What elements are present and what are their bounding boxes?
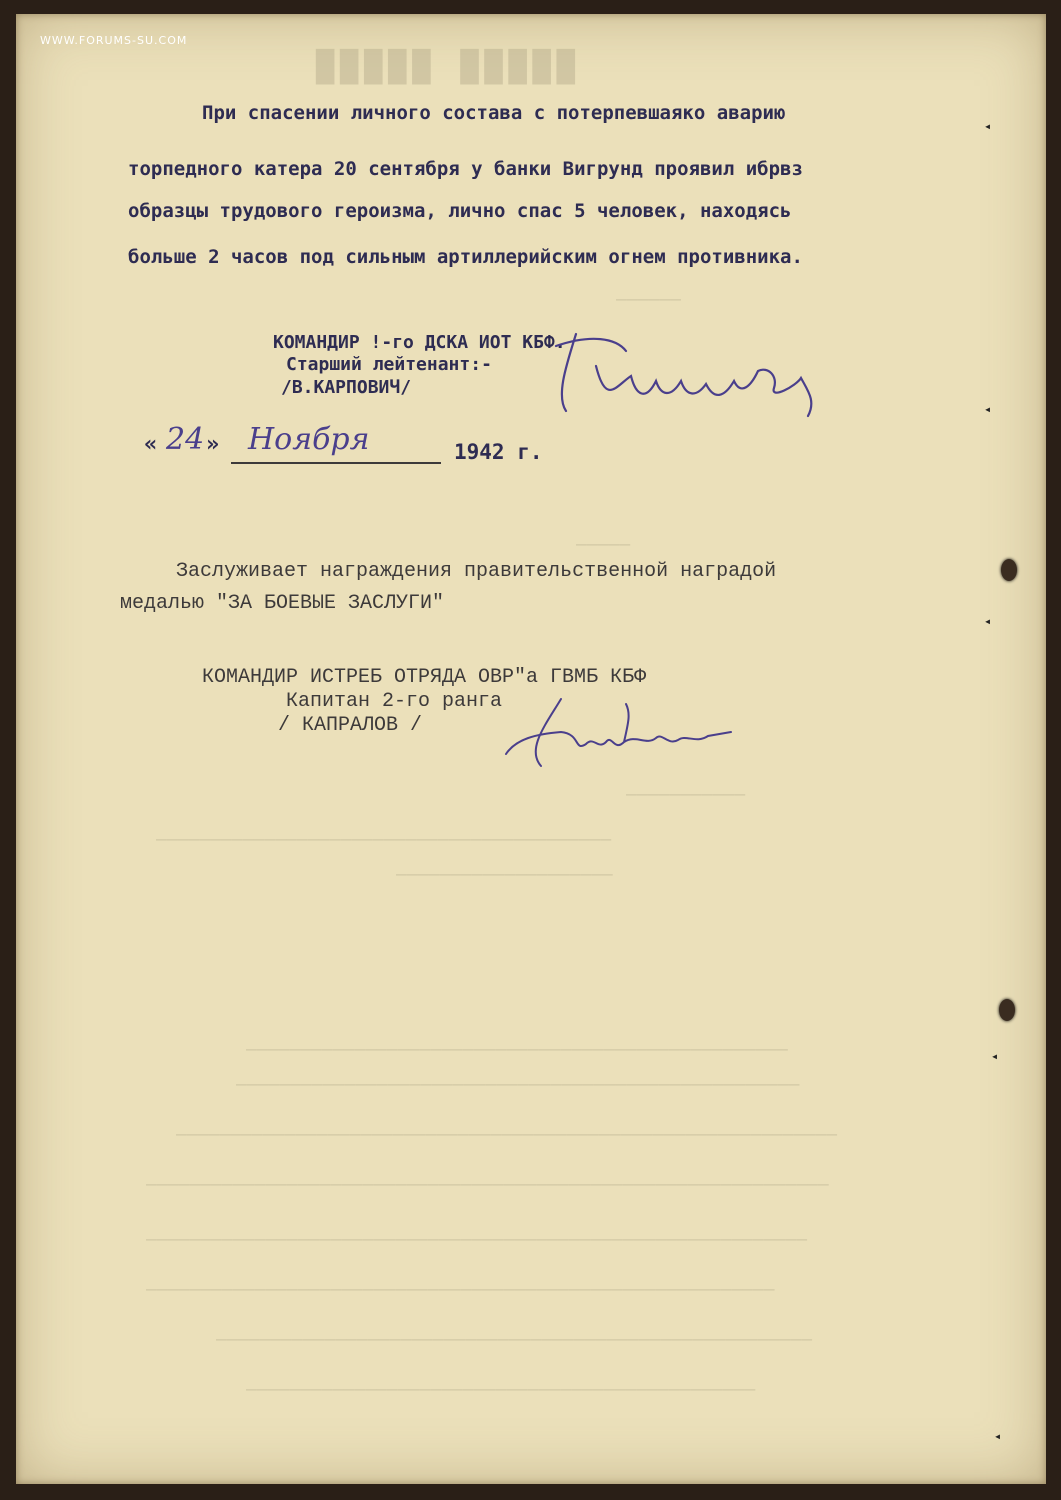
- citation-line: торпедного катера 20 сентября у банки Вигрунд проявил ибрвз: [128, 158, 803, 180]
- edge-mark: ◂: [984, 614, 992, 628]
- document-page: █████ █████ –––––– ––––– ––––––––––– –––––––––––––––––––––––––––––––––––––––––– –––––––––––––––––––– –––––––––––––––––––––––––––––––––––––––––––––––––– –––––––––––––––––––––––––––––––––––––––––––––––––––– ––––––––––––––––––––––––––––––––––––––––––––––––––––––––––––– ––––––––––––––––––––––––––––––––––––––––––––––––––––––––––––––– ––––––––––––––––––––––––––––––––––––––––––––––––––––––––––––– –––––––––––––––––––––––––––––––––––––––––––––––––––––––––– ––––––––––––––––––––––––––––––––––––––––––––––––––––––– ––––––––––––––––––––––––––––––––––––––––––––––– ◂ ◂ ◂ ◂ ◂ При спасении личного состава с потерпевшаяко аварию торпедного катера 20 сентября у банки Вигрунд проявил ибрвз образцы трудового героизма, лично спас 5 человек, находясь больше 2 часов под сильным артиллерийским огнем противника. КОМАНДИР !-го ДСКА ИОТ КБФ. Старший лейтенант:- /В.КАРПОВИЧ/ « 24 » Ноября 1942 г. Заслуживает награждения правительственной наградой медалью "ЗА БОЕВЫЕ ЗАСЛУГИ" КОМАНДИР ИСТРЕБ ОТРЯДА ОВР"а ГВМБ КБФ Капитан 2-го ранга / КАПРАЛОВ /: [16, 14, 1046, 1484]
- signer-rank: Капитан 2-го ранга: [286, 690, 503, 713]
- recommendation-line: Заслуживает награждения правительственной наградой: [176, 560, 777, 583]
- citation-line: образцы трудового героизма, лично спас 5 человек, находясь: [128, 200, 792, 222]
- edge-mark: ◂: [984, 119, 992, 133]
- signature-kapralov: [486, 694, 746, 784]
- signer-name: /В.КАРПОВИЧ/: [281, 377, 412, 398]
- edge-mark: ◂: [984, 402, 992, 416]
- date-month-underline: [231, 462, 441, 464]
- date-month: Ноября: [248, 422, 370, 457]
- signer-name: / КАПРАЛОВ /: [278, 714, 423, 737]
- citation-line: больше 2 часов под сильным артиллерийским огнем противника.: [128, 246, 803, 268]
- signature-karpovich: [536, 326, 836, 436]
- signer-title: КОМАНДИР ИСТРЕБ ОТРЯДА ОВР"а ГВМБ КБФ: [202, 666, 647, 689]
- binding-hole: [1001, 559, 1017, 581]
- signer-title: КОМАНДИР !-го ДСКА ИОТ КБФ.: [273, 332, 566, 353]
- date-year: 1942 г.: [454, 440, 543, 464]
- signer-rank: Старший лейтенант:-: [286, 354, 492, 375]
- watermark-text: WWW.FORUMS-SU.COM: [40, 34, 188, 47]
- binding-hole: [999, 999, 1015, 1021]
- date-quote-close: »: [206, 432, 220, 457]
- recommendation-line: медалью "ЗА БОЕВЫЕ ЗАСЛУГИ": [120, 592, 445, 615]
- citation-line: При спасении личного состава с потерпевшаяко аварию: [202, 102, 786, 124]
- edge-mark: ◂: [994, 1429, 1002, 1443]
- edge-mark: ◂: [991, 1049, 999, 1063]
- date-quote-open: «: [144, 432, 158, 457]
- date-day: 24: [166, 422, 205, 457]
